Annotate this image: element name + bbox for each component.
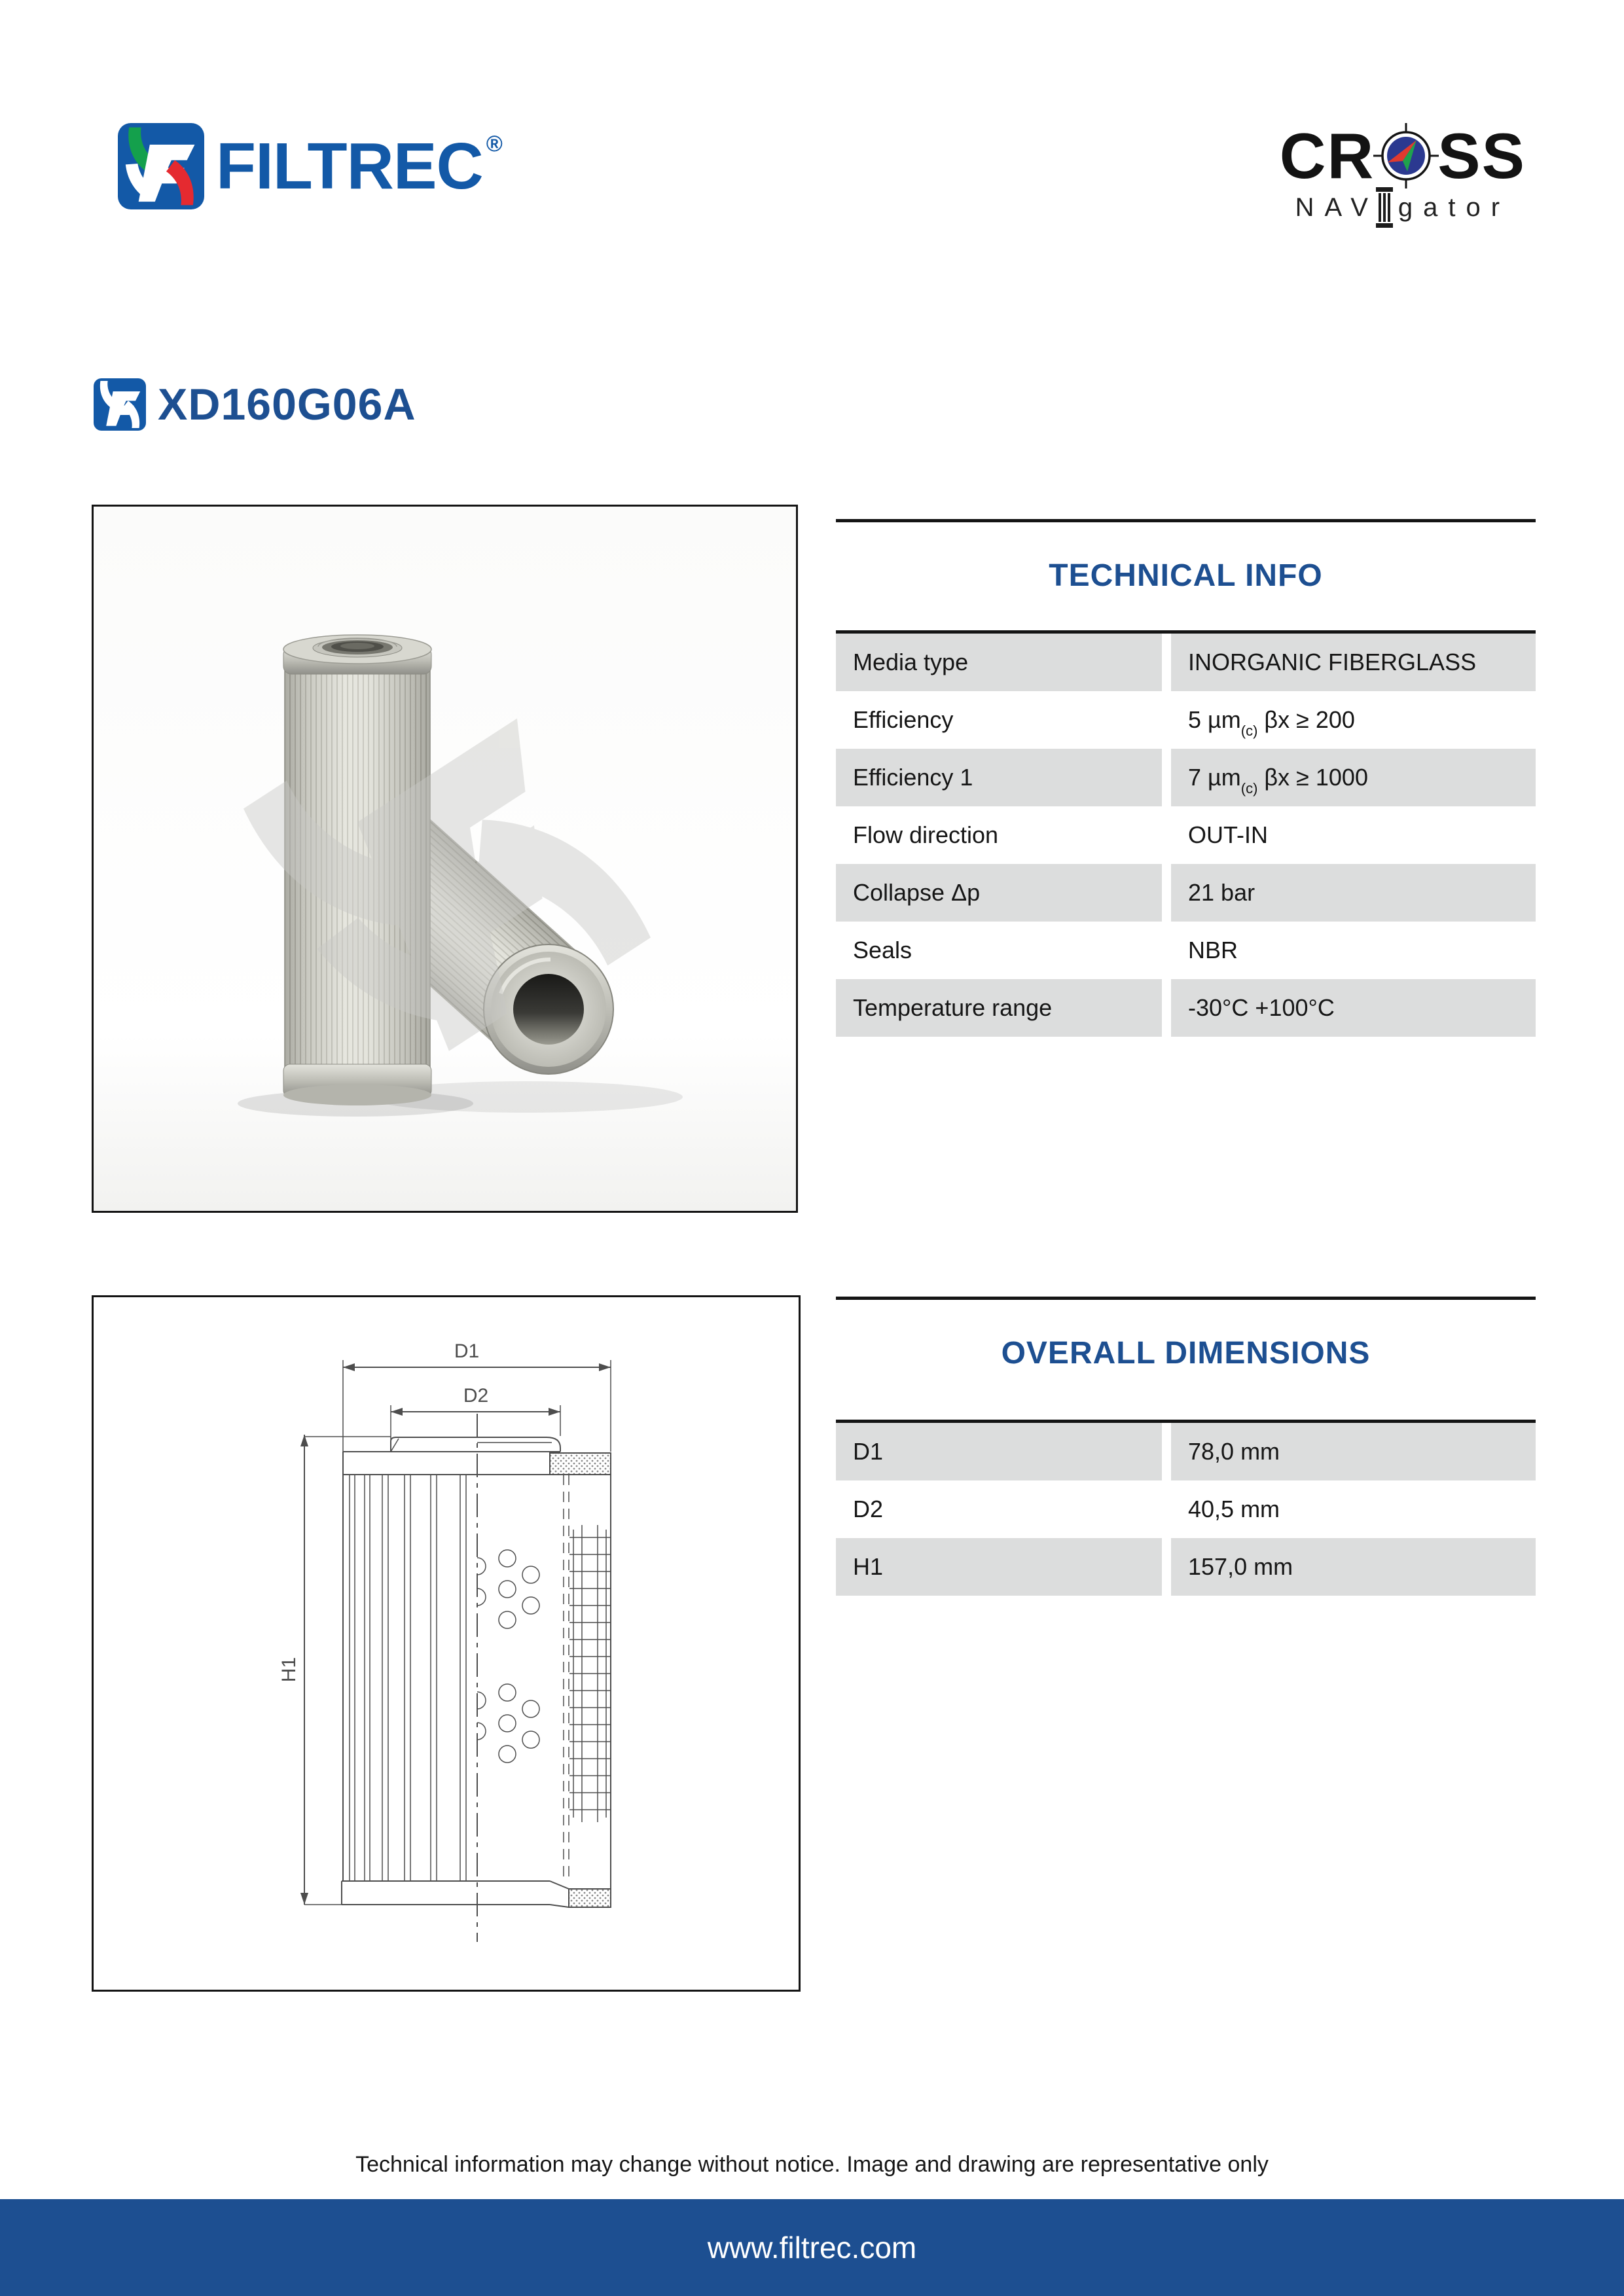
table-row	[836, 922, 1536, 979]
row-value-text: INORGANIC FIBERGLASS	[1188, 649, 1477, 675]
perforation-holes	[477, 1684, 539, 1763]
footer-bar	[0, 2199, 1624, 2296]
filtrec-mark-icon	[118, 120, 204, 213]
column-icon	[1375, 187, 1394, 228]
row-label: Efficiency	[853, 706, 954, 733]
table-row	[836, 1538, 1536, 1596]
row-value	[1171, 749, 1536, 806]
cross-logo-line2	[1280, 187, 1526, 228]
overall-dimensions-section	[836, 1297, 1536, 1596]
cross-text-left: CR	[1279, 120, 1375, 192]
table-row	[836, 1423, 1536, 1480]
dim-label-d1: D1	[454, 1340, 480, 1362]
perforation-holes	[477, 1550, 539, 1628]
cross-navigator-logo	[1280, 122, 1526, 228]
table-row	[836, 806, 1536, 864]
technical-info-section	[836, 519, 1536, 1037]
registered-mark: ®	[486, 131, 503, 156]
dim-label-h1: H1	[278, 1657, 300, 1683]
overall-dimensions-title: OVERALL DIMENSIONS	[1001, 1336, 1371, 1371]
nav-text: NAV	[1295, 192, 1379, 222]
row-value-text: NBR	[1188, 937, 1238, 963]
row-value	[1171, 634, 1536, 691]
table-row	[836, 979, 1536, 1037]
row-value	[1171, 1423, 1536, 1480]
product-code: XD160G06A	[158, 380, 416, 429]
row-value	[1171, 691, 1536, 749]
row-value-text: OUT-IN	[1188, 821, 1268, 848]
row-label: D1	[836, 1423, 1162, 1480]
overall-dimensions-table	[836, 1420, 1536, 1596]
row-value-subscript: (c)	[1240, 780, 1258, 797]
row-value-text: -30°C +100°C	[1188, 994, 1335, 1021]
row-label: Temperature range	[836, 979, 1162, 1037]
row-value-text: 21 bar	[1188, 879, 1255, 906]
gator-text: gator	[1398, 192, 1511, 222]
row-value	[1171, 864, 1536, 922]
technical-info-table	[836, 630, 1536, 1037]
table-row	[836, 634, 1536, 691]
row-label: Efficiency 1	[836, 749, 1162, 806]
compass-icon	[1372, 122, 1440, 190]
row-value-text: 40,5 mm	[1188, 1496, 1280, 1522]
filtrec-logo	[118, 120, 503, 213]
row-value	[1171, 806, 1536, 864]
table-row	[836, 691, 1536, 749]
section-divider	[836, 1297, 1536, 1300]
brand-text: FILTREC	[216, 130, 483, 203]
product-photo	[94, 507, 796, 1211]
row-value-subscript: (c)	[1240, 723, 1258, 739]
row-value	[1171, 1480, 1536, 1538]
row-value-text: 157,0 mm	[1188, 1553, 1293, 1580]
disclaimer-note: Technical information may change without notice. Image and drawing are representative only	[355, 2152, 1269, 2177]
website-url: www.filtrec.com	[707, 2231, 917, 2265]
row-value	[1171, 922, 1536, 979]
cross-text-right: SS	[1437, 120, 1526, 192]
table-row	[836, 1480, 1536, 1538]
row-label: Seals	[853, 937, 912, 963]
row-label: D2	[853, 1496, 884, 1522]
row-value-text: βx ≥ 1000	[1257, 764, 1368, 791]
pleat-lines	[350, 1475, 466, 1881]
dimension-d2	[391, 1385, 560, 1440]
row-label: Flow direction	[853, 821, 999, 848]
dim-label-d2: D2	[463, 1385, 489, 1407]
table-row	[836, 864, 1536, 922]
table-row	[836, 749, 1536, 806]
row-label: Collapse Δp	[836, 864, 1162, 922]
row-value	[1171, 1538, 1536, 1596]
row-label: H1	[836, 1538, 1162, 1596]
product-code-icon	[94, 378, 146, 431]
row-value-text: 7 µm	[1188, 764, 1241, 791]
product-photo-frame	[92, 505, 798, 1213]
filter-section-view	[342, 1437, 611, 1907]
technical-info-title: TECHNICAL INFO	[1049, 558, 1323, 593]
mesh-grid	[569, 1525, 610, 1822]
row-value-text: βx ≥ 200	[1257, 706, 1355, 733]
product-title-row	[94, 378, 416, 431]
row-value-text: 5 µm	[1188, 706, 1241, 733]
row-label: Media type	[836, 634, 1162, 691]
section-divider	[836, 519, 1536, 522]
row-value	[1171, 979, 1536, 1037]
technical-drawing	[94, 1297, 799, 1990]
row-value-text: 78,0 mm	[1188, 1438, 1280, 1465]
technical-drawing-frame	[92, 1295, 801, 1992]
cross-logo-line1	[1280, 122, 1526, 190]
dimension-h1	[278, 1435, 391, 1905]
